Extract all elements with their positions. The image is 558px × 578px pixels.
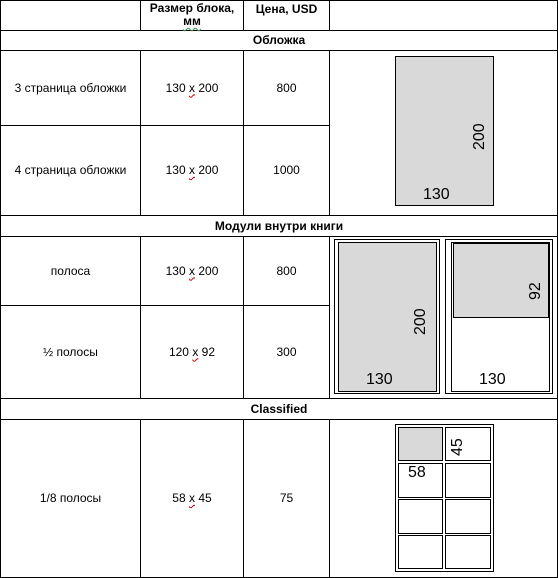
section-cover-title: Обложка	[252, 33, 306, 47]
row-name: 4 страница обложки	[14, 163, 127, 177]
section-modules-title: Модули внутри книги	[214, 218, 344, 233]
row-price: 300	[276, 344, 297, 359]
eighth-module-diagram	[398, 427, 443, 461]
row-size	[141, 51, 243, 125]
row-price: 75	[279, 491, 294, 505]
row-price: 800	[276, 263, 297, 278]
size-height: 200	[198, 163, 219, 177]
size-height: 45	[198, 491, 212, 505]
size-width: 130	[165, 80, 186, 95]
row-name: полоса	[50, 263, 91, 278]
header-size-label: Размер блока,	[149, 1, 235, 15]
eighth-grid-cell	[445, 463, 491, 498]
header-price: Цена, USD	[255, 1, 318, 16]
size-height: 92	[201, 344, 216, 359]
row-size	[141, 126, 243, 215]
size-x: x	[189, 163, 195, 177]
cover-height-label: 200	[471, 123, 488, 150]
size-width: 130	[165, 263, 186, 278]
size-width: 130	[165, 163, 186, 177]
header-size	[141, 1, 243, 30]
half-height-label: 92	[527, 282, 544, 300]
half-page-module-diagram	[453, 243, 549, 318]
row-price: 800	[276, 80, 297, 95]
section-classified-title: Classified	[250, 401, 308, 416]
eighth-height-label: 45	[449, 438, 466, 456]
size-x: x	[189, 263, 195, 278]
row-size	[141, 306, 243, 398]
size-x: x	[189, 491, 195, 505]
row-size	[141, 237, 243, 305]
size-width: 58	[172, 491, 186, 505]
col-divider-3	[329, 50, 330, 215]
row-name: 1/8 полосы	[39, 491, 102, 505]
size-x: x	[192, 344, 199, 359]
eighth-grid-cell	[398, 535, 443, 569]
cover-width-label: 130	[423, 186, 450, 203]
size-x: x	[189, 80, 195, 95]
col-divider-3	[329, 236, 330, 398]
row-size	[141, 420, 243, 577]
half-width-label: 130	[479, 371, 506, 388]
header-size-unit: мм	[183, 14, 201, 28]
eighth-grid-cell	[445, 535, 491, 569]
row-name: 3 страница обложки	[14, 80, 127, 95]
size-height: 200	[198, 263, 219, 278]
row-name: ½ полосы	[43, 344, 98, 359]
size-height: 200	[198, 80, 219, 95]
row-price: 1000	[273, 163, 300, 177]
eighth-width-label: 58	[408, 464, 426, 481]
col-divider-3	[329, 0, 330, 30]
size-width: 120	[168, 344, 189, 359]
full-width-label: 130	[366, 371, 393, 388]
eighth-grid-cell	[445, 499, 491, 534]
col-divider-3	[329, 419, 330, 578]
eighth-grid-cell	[398, 499, 443, 534]
full-height-label: 200	[412, 308, 429, 335]
